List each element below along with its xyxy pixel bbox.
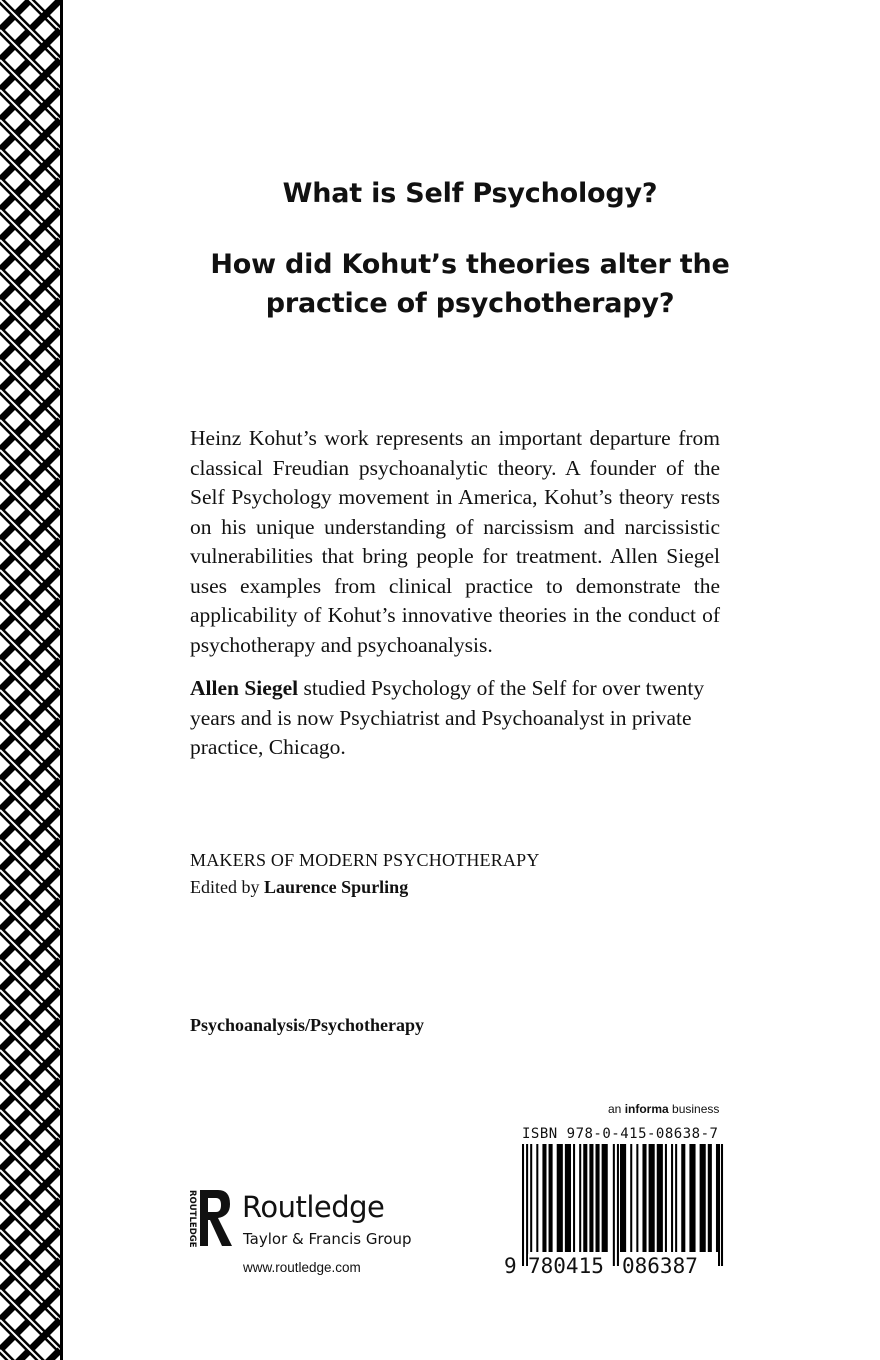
- lattice-pattern-graphic: [0, 0, 60, 1360]
- ean-left-group: 780415: [528, 1254, 604, 1278]
- heading-question-2: [90, 245, 850, 323]
- subject-category: Psychoanalysis/Psychotherapy: [190, 1015, 425, 1035]
- ean-right-group: 086387: [622, 1254, 698, 1278]
- publisher-website[interactable]: www.routledge.com: [243, 1260, 361, 1275]
- ean-first-digit: 9: [504, 1254, 517, 1278]
- description-paragraph: Heinz Kohut’s work represents an important departure from classical Freudian psychoanalytic theory. A founder of the Self Psychology movement in America, Kohut’s theory rests on his unique understanding of narcissism and narcissistic vulnerabilities that bring people for treatment. Allen Siegel uses examples from clinical practice to demonstrate the applicability of Kohut’s innovative theories in the conduct of psychotherapy and psychoanalysis.: [190, 426, 720, 657]
- heading-question-2-line-2: practice of psychotherapy?: [265, 288, 675, 319]
- routledge-logo-text: ROUTLEDGE: [187, 1190, 197, 1248]
- publisher-group: Taylor & Francis Group: [243, 1230, 412, 1248]
- informa-brand: informa: [624, 1102, 669, 1116]
- barcode-graphic: [520, 1144, 724, 1268]
- series-editor-line: [190, 874, 540, 901]
- heading-question-2-line-1: How did Kohut’s theories alter the: [210, 249, 730, 280]
- series-editor: Laurence Spurling: [264, 877, 409, 897]
- book-description: [190, 424, 720, 660]
- heading-question-1: What is Self Psychology?: [282, 178, 658, 209]
- routledge-logo-icon: [184, 1188, 232, 1252]
- author-bio-text: studied Psychology of the Self for over twenty years and is now Psychiatrist and Psychoanalyst in private practice, Chicago.: [190, 676, 705, 759]
- informa-prefix: an: [608, 1102, 625, 1116]
- author-bio: [190, 674, 730, 763]
- informa-suffix: business: [668, 1102, 720, 1116]
- publisher-name: Routledge: [242, 1190, 385, 1224]
- author-name: Allen Siegel: [190, 676, 299, 700]
- informa-tagline: [608, 1102, 719, 1116]
- spine-pattern: [0, 0, 63, 1360]
- series-name: MAKERS OF MODERN PSYCHOTHERAPY: [190, 850, 540, 870]
- isbn-label: ISBN 978-0-415-08638-7: [522, 1126, 719, 1142]
- edited-by-label: Edited by: [190, 877, 264, 897]
- series-info: [190, 847, 540, 901]
